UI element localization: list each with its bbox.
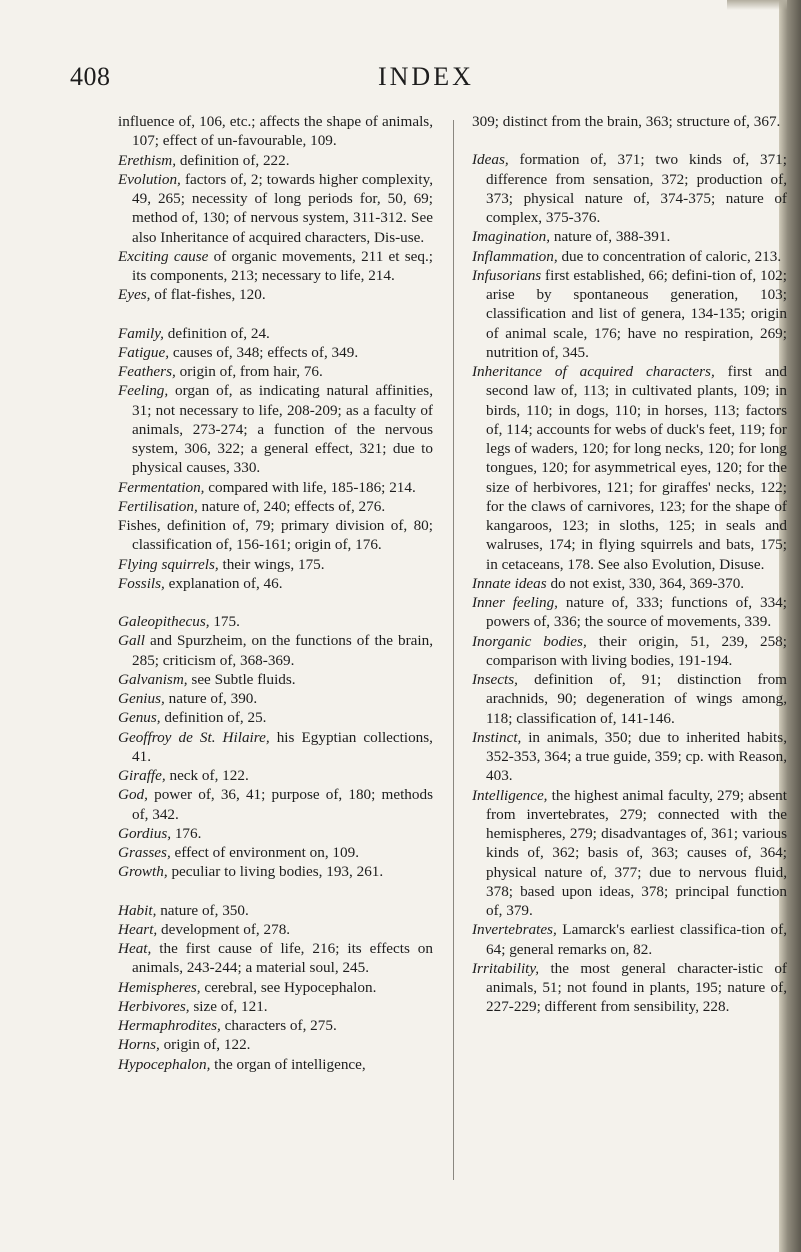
index-text: first and second law of, 113; in cultivated plants, 109; in birds, 110; in dogs, 110; in horses, 113; factors of, 114; accounts for webs of duck's feet, 119; for legs of waders, 120; for long necks, 120; for long tongues, 120; for asymmetrical eyes, 120; for the size of herbivores, 121; for giraffes' necks, 122; for the claws of carnivores, 123; for the shape of kangaroos, 123; in sloths, 125; in seals and walruses, 174; in flying squirrels and bats, 175; in cetaceans, 178. See also Evolution, Disuse.: [486, 363, 787, 573]
index-entry: [118, 324, 433, 343]
index-text: the highest animal faculty, 279; absent from invertebrates, 279; connected with the hemispheres, 279; disadvantages of, 361; various kinds of, 362; basis of, 363; causes of, 364; physical nature of, 377; due to nervous fluid, 378; based upon ideas, 378; principal function of, 379.: [486, 786, 787, 919]
index-entry: [118, 708, 433, 727]
index-entry: [118, 285, 433, 304]
index-text: Lamarck's earliest classifica-tion of, 64; general remarks on, 82.: [486, 921, 787, 958]
index-term: Fatigue,: [118, 343, 170, 361]
index-entry: [118, 862, 433, 881]
index-term: Hemispheres,: [118, 978, 201, 996]
index-text: in animals, 350; due to inherited habits, 352-353, 364; a true guide, 359; cp. with Reason, 403.: [486, 728, 787, 785]
index-text: 176.: [171, 824, 202, 842]
index-column-left: [118, 112, 433, 1074]
index-text: definition of, 24.: [163, 324, 270, 342]
index-term: Inorganic bodies,: [472, 632, 587, 650]
index-entry: [118, 1035, 433, 1054]
index-entry: [118, 151, 433, 170]
index-text: effect of environment on, 109.: [170, 844, 359, 861]
index-entry: [472, 247, 787, 266]
index-entry: [472, 266, 787, 362]
index-text: definition of, 222.: [176, 151, 290, 169]
index-text: peculiar to living bodies, 193, 261.: [167, 863, 384, 881]
index-term: Infusorians: [472, 266, 542, 284]
index-term: Imagination,: [472, 228, 551, 246]
index-text: nature of, 240; effects of, 276.: [197, 497, 386, 515]
index-entry: [118, 766, 433, 785]
index-entry: [118, 516, 433, 555]
index-entry: [118, 920, 433, 939]
index-entry: [118, 843, 433, 862]
index-entry: [472, 959, 787, 1017]
index-text: Fishes, definition of, 79; primary division of, 80; classification of, 156-161; origin of, 176.: [118, 517, 433, 554]
index-text: their wings, 175.: [218, 555, 325, 573]
index-text: the organ of intelligence,: [210, 1055, 366, 1073]
index-term: Heat,: [118, 940, 152, 957]
index-entry: [472, 362, 787, 574]
index-entry: [472, 574, 787, 593]
index-term: Flying squirrels,: [118, 555, 219, 573]
index-term: Herbivores,: [118, 997, 190, 1015]
index-entry: [472, 632, 787, 671]
index-entry: [472, 112, 787, 131]
index-text: and Spurzheim, on the functions of the brain, 285; criticism of, 368-369.: [132, 632, 433, 669]
index-term: Innate ideas: [472, 574, 547, 592]
index-text: characters of, 275.: [220, 1017, 337, 1034]
index-text: the first cause of life, 216; its effects on animals, 243-244; a material soul, 245.: [132, 940, 433, 977]
index-entry: [472, 920, 787, 959]
index-text: neck of, 122.: [165, 767, 249, 784]
index-entry: [118, 497, 433, 516]
index-term: God,: [118, 786, 148, 804]
index-entry: [472, 227, 787, 246]
index-term: Hypocephalon,: [118, 1055, 211, 1073]
index-entry: [118, 478, 433, 497]
index-text: his Egyptian collections, 41.: [132, 728, 433, 765]
index-text: 175.: [209, 613, 240, 630]
running-title: INDEX: [378, 62, 474, 91]
index-entry: [118, 170, 433, 247]
index-term: Heart,: [118, 920, 158, 938]
index-term: Fertilisation,: [118, 497, 198, 515]
index-term: Geoffroy de St. Hilaire,: [118, 728, 270, 746]
index-term: Inner feeling,: [472, 594, 558, 611]
index-entry: [118, 901, 433, 920]
index-text: 309; distinct from the brain, 363; structure of, 367.: [472, 113, 781, 130]
page-edge-shadow: [727, 0, 787, 10]
page-header: [0, 62, 780, 102]
index-term: Insects,: [472, 671, 518, 688]
index-entry: [118, 824, 433, 843]
index-term: Horns,: [118, 1036, 160, 1054]
index-term: Instinct,: [472, 728, 522, 746]
index-entry: [118, 978, 433, 997]
index-entry: [472, 593, 787, 632]
index-term: Genus,: [118, 709, 161, 727]
index-entry: [118, 381, 433, 477]
index-entry: [118, 785, 433, 824]
index-text: factors of, 2; towards higher complexity, 49, 265; necessity of long periods for, 50, 69; method of, 130; of nervous system, 311-312. See also Inheritance of acquired characters, Dis-use.: [132, 170, 433, 246]
index-text: development of, 278.: [157, 920, 291, 938]
index-text: origin of, 122.: [159, 1036, 251, 1054]
index-term: Giraffe,: [118, 767, 166, 784]
index-term: Gordius,: [118, 824, 172, 842]
index-term: Feeling,: [118, 382, 169, 400]
index-text: formation of, 371; two kinds of, 371; difference from sensation, 372; production of, 373; physical nature of, 374-375; nature of complex, 375-376.: [486, 151, 787, 226]
index-entry: [118, 997, 433, 1016]
index-text: of flat-fishes, 120.: [150, 286, 266, 304]
index-term: Fermentation,: [118, 478, 205, 496]
index-entry: [118, 112, 433, 151]
index-text: see Subtle fluids.: [187, 670, 296, 688]
index-text: origin of, from hair, 76.: [175, 363, 323, 380]
index-entry: [118, 247, 433, 286]
index-entry: [472, 670, 787, 728]
index-text: definition of, 25.: [160, 709, 267, 727]
index-entry: [118, 939, 433, 978]
index-entry: [118, 1055, 433, 1074]
index-term: Genius,: [118, 690, 165, 707]
index-entry: [118, 362, 433, 381]
index-text: organ of, as indicating natural affinities, 31; not necessary to life, 208-209; as a faculty of animals, 273-274; a function of the nervous system, 306, 322; a general effect, 321; due to physical causes, 330.: [132, 382, 433, 477]
index-text: definition of, 91; distinction from arachnids, 90; degeneration of wings among, 118; classification of, 141-146.: [486, 671, 787, 727]
index-text: size of, 121.: [189, 997, 268, 1015]
index-entry: [472, 150, 787, 227]
index-text: nature of, 350.: [156, 901, 249, 919]
index-term: Grasses,: [118, 844, 171, 861]
index-text: nature of, 390.: [164, 690, 258, 707]
index-term: Galvanism,: [118, 670, 188, 688]
index-entry: [118, 612, 433, 631]
index-term: Gall: [118, 632, 146, 650]
index-entry: [472, 786, 787, 921]
index-entry: [118, 574, 433, 593]
index-entry: [472, 728, 787, 786]
index-term: Irritability,: [472, 959, 540, 977]
index-term: Galeopithecus,: [118, 613, 210, 630]
index-column-right: [472, 112, 787, 1017]
index-term: Habit,: [118, 901, 157, 919]
index-text: power of, 36, 41; purpose of, 180; methods of, 342.: [132, 786, 433, 823]
index-term: Exciting cause: [118, 247, 209, 265]
page-number: 408: [70, 62, 111, 91]
index-term: Invertebrates,: [472, 921, 557, 939]
index-term: Family,: [118, 324, 164, 342]
index-text: influence of, 106, etc.; affects the shape of animals, 107; effect of un-favourable, 109.: [118, 113, 433, 150]
index-text: first established, 66; defini-tion of, 102; arise by spontaneous generation, 103; classification and list of genera, 134-135; origin of animal scale, 176; have no respiration, 269; nutrition of, 345.: [486, 266, 787, 361]
index-term: Hermaphrodites,: [118, 1017, 221, 1034]
index-entry: [118, 670, 433, 689]
index-term: Eyes,: [118, 286, 151, 304]
index-term: Ideas,: [472, 151, 509, 169]
index-text: do not exist, 330, 364, 369-370.: [546, 574, 745, 592]
index-text: the most general character-istic of animals, 51; not found in plants, 195; nature of, 227-229; different from sensibility, 228.: [486, 959, 787, 1016]
index-term: Erethism,: [118, 151, 177, 169]
index-term: Growth,: [118, 863, 168, 881]
index-text: their origin, 51, 239, 258; comparison with living bodies, 191-194.: [486, 632, 787, 669]
index-term: Inheritance of acquired characters,: [472, 363, 715, 380]
index-text: nature of, 333; functions of, 334; powers of, 336; the source of movements, 339.: [486, 594, 787, 631]
index-text: nature of, 388-391.: [550, 228, 671, 246]
index-term: Intelligence,: [472, 786, 548, 804]
index-text: causes of, 348; effects of, 349.: [169, 343, 359, 361]
index-entry: [118, 1016, 433, 1035]
index-entry: [118, 631, 433, 670]
index-term: Evolution,: [118, 170, 181, 188]
index-entry: [118, 689, 433, 708]
index-entry: [118, 555, 433, 574]
index-text: of organic movements, 211 et seq.; its components, 213; necessary to life, 214.: [132, 247, 433, 284]
index-text: cerebral, see Hypocephalon.: [200, 978, 377, 996]
index-entry: [118, 343, 433, 362]
index-text: due to concentration of caloric, 213.: [557, 247, 782, 265]
column-divider: [453, 120, 454, 1180]
index-term: Inflammation,: [472, 247, 558, 265]
index-term: Feathers,: [118, 363, 176, 380]
index-text: explanation of, 46.: [164, 574, 283, 592]
index-text: compared with life, 185-186; 214.: [204, 478, 416, 496]
index-term: Fossils,: [118, 574, 165, 592]
index-entry: [118, 728, 433, 767]
